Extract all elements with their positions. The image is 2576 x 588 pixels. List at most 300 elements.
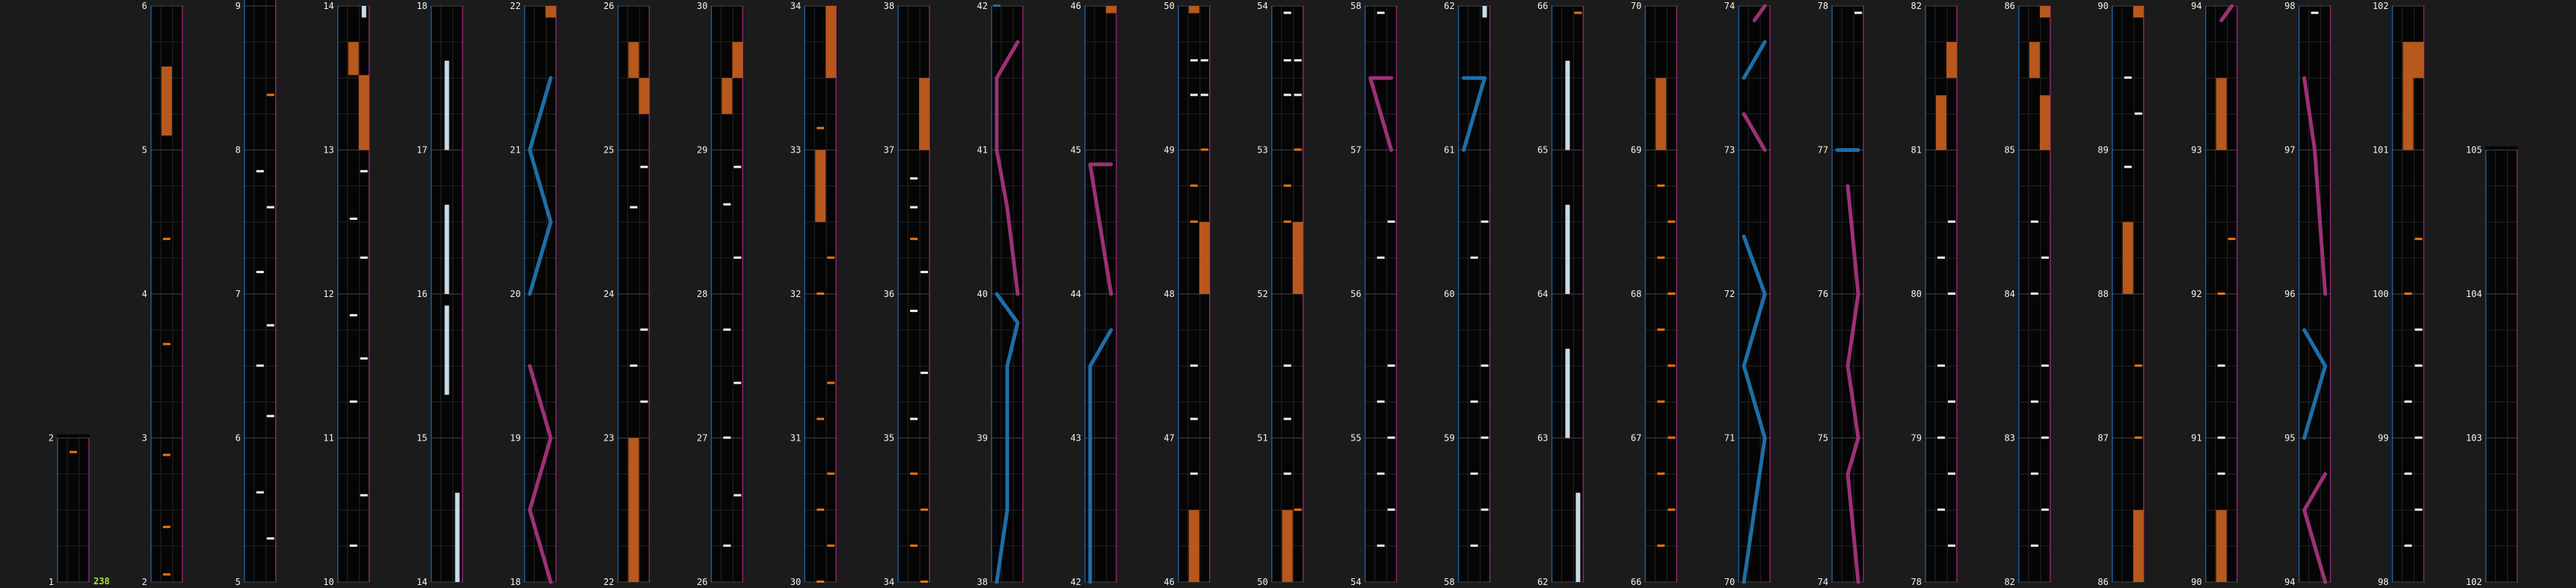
tap-note[interactable] — [1377, 545, 1385, 547]
tap-note[interactable] — [630, 206, 637, 209]
measure-column[interactable] — [230, 0, 276, 587]
tap-note[interactable] — [1471, 545, 1478, 547]
hold-note[interactable] — [1946, 42, 1957, 78]
tap-note[interactable] — [2228, 238, 2236, 240]
tap-note[interactable] — [1190, 59, 1198, 61]
measure-number: 88 — [2097, 289, 2109, 299]
tap-note[interactable] — [2218, 437, 2225, 439]
measure-number: 60 — [1444, 289, 1455, 299]
tap-note[interactable] — [2218, 364, 2225, 367]
tap-note[interactable] — [920, 509, 928, 511]
measure-number: 5 — [235, 577, 241, 587]
measure-number: 95 — [2284, 432, 2296, 444]
hold-note[interactable] — [348, 42, 359, 75]
measure-number: 2 — [48, 432, 54, 444]
tap-note[interactable] — [827, 382, 834, 384]
tap-note[interactable] — [920, 271, 928, 273]
tap-note[interactable] — [817, 417, 824, 420]
tap-note[interactable] — [2311, 12, 2319, 14]
tap-note[interactable] — [70, 451, 77, 453]
tap-note[interactable] — [1284, 185, 1291, 187]
tap-note[interactable] — [1190, 94, 1198, 96]
measure-number: 49 — [1163, 144, 1175, 156]
measure-number: 102 — [2465, 577, 2483, 587]
measure-number: 42 — [1070, 577, 1081, 587]
measure-column[interactable] — [977, 1, 1024, 587]
hold-note[interactable] — [1483, 6, 1487, 17]
measure-column[interactable] — [603, 1, 650, 587]
tap-note[interactable] — [1854, 12, 1862, 14]
measure-column[interactable] — [1911, 1, 1958, 587]
tap-note[interactable] — [1388, 221, 1395, 223]
tap-note[interactable] — [910, 177, 917, 180]
measure-number: 14 — [416, 577, 428, 587]
tap-note[interactable] — [734, 166, 741, 168]
tap-note[interactable] — [1948, 293, 1955, 295]
measure-number: 28 — [696, 289, 708, 299]
tap-note[interactable] — [1937, 509, 1945, 511]
tap-note[interactable] — [2135, 437, 2142, 439]
measure-column[interactable] — [1724, 1, 1771, 587]
tap-note[interactable] — [1201, 59, 1208, 61]
hold-note[interactable] — [2216, 78, 2227, 150]
tap-note[interactable] — [817, 581, 824, 583]
measure-column[interactable] — [1537, 1, 1584, 587]
tap-note[interactable] — [2135, 112, 2142, 114]
tap-note[interactable] — [2031, 400, 2038, 402]
measure-number: 39 — [977, 432, 988, 444]
tap-note[interactable] — [734, 257, 741, 259]
measure-column[interactable] — [510, 1, 556, 587]
measure-number: 46 — [1070, 1, 1081, 11]
measure-number: 30 — [696, 1, 708, 11]
measure-number: 51 — [1257, 432, 1268, 444]
tap-note[interactable] — [350, 545, 357, 547]
measure-number: 6 — [141, 1, 147, 11]
measure-number: 32 — [790, 289, 802, 299]
measure-number: 91 — [2191, 432, 2202, 444]
tap-note[interactable] — [1657, 328, 1664, 331]
measure-number: 75 — [1817, 432, 1829, 444]
measure-number: 96 — [2284, 289, 2296, 299]
measure-number: 5 — [141, 144, 147, 156]
hold-note[interactable] — [1936, 95, 1946, 150]
hold-note[interactable] — [1656, 78, 1666, 150]
tap-note[interactable] — [1667, 364, 1675, 367]
measure-number: 69 — [1630, 144, 1642, 156]
measure-number: 71 — [1724, 432, 1736, 444]
tap-note[interactable] — [1948, 545, 1955, 547]
measure-column[interactable] — [1070, 1, 1116, 587]
measure-number: 62 — [1444, 1, 1455, 11]
hold-note[interactable] — [1189, 510, 1199, 582]
measure-number: 62 — [1537, 577, 1549, 587]
hold-note[interactable] — [722, 78, 732, 114]
measure-column[interactable] — [2284, 1, 2331, 587]
tap-note[interactable] — [920, 581, 928, 583]
tap-note[interactable] — [910, 473, 917, 475]
tap-note[interactable] — [1471, 400, 1478, 402]
hold-note[interactable] — [628, 42, 639, 78]
tap-note[interactable] — [2031, 545, 2038, 547]
measure-number: 50 — [1163, 1, 1175, 11]
measure-column[interactable] — [697, 1, 743, 587]
column-cap — [57, 435, 90, 438]
tap-note[interactable] — [1377, 473, 1385, 475]
tap-note[interactable] — [2041, 509, 2049, 511]
tap-note[interactable] — [1284, 364, 1291, 367]
measure-number: 38 — [883, 1, 895, 11]
measure-number: 102 — [2372, 1, 2389, 11]
hold-note[interactable] — [2040, 6, 2050, 17]
tap-note[interactable] — [2218, 473, 2225, 475]
measure-number: 54 — [1257, 1, 1268, 11]
measure-number: 86 — [2097, 577, 2109, 587]
tap-note[interactable] — [630, 364, 637, 367]
tap-note[interactable] — [267, 94, 274, 96]
measure-number: 25 — [603, 144, 615, 156]
measure-number: 38 — [977, 577, 988, 587]
hold-note[interactable] — [1565, 349, 1570, 438]
hold-note[interactable] — [2133, 6, 2144, 17]
tap-note[interactable] — [910, 238, 917, 240]
hold-note[interactable] — [2040, 95, 2050, 150]
tap-note[interactable] — [734, 494, 741, 497]
hold-note[interactable] — [2133, 510, 2144, 582]
measure-column[interactable] — [1257, 1, 1303, 587]
column-body — [244, 0, 277, 582]
measure-number: 104 — [2465, 289, 2483, 299]
measure-columns — [49, 0, 2518, 587]
tap-note[interactable] — [1948, 400, 1955, 402]
tap-note[interactable] — [1201, 149, 1208, 151]
tap-note[interactable] — [1667, 221, 1675, 223]
measure-number: 37 — [883, 144, 895, 156]
hold-note[interactable] — [2414, 42, 2424, 78]
measure-number: 64 — [1537, 289, 1549, 299]
tap-note[interactable] — [723, 545, 731, 547]
hold-note[interactable] — [2403, 42, 2414, 150]
measure-number: 70 — [1630, 1, 1642, 11]
measure-number: 101 — [2372, 144, 2389, 156]
tap-note[interactable] — [267, 324, 274, 326]
measure-number: 8 — [235, 144, 241, 156]
measure-number: 1 — [48, 577, 54, 587]
tap-note[interactable] — [1377, 257, 1385, 259]
measure-column[interactable] — [49, 433, 90, 588]
hold-note[interactable] — [2216, 510, 2227, 582]
tap-note[interactable] — [1284, 417, 1291, 420]
measure-number: 11 — [323, 432, 334, 444]
tap-note[interactable] — [1657, 185, 1664, 187]
hold-note[interactable] — [546, 6, 556, 17]
measure-number: 76 — [1817, 289, 1829, 299]
measure-number: 18 — [416, 1, 428, 11]
tap-note[interactable] — [640, 166, 648, 168]
tap-note[interactable] — [2415, 328, 2423, 331]
tap-note[interactable] — [1377, 12, 1385, 14]
tap-note[interactable] — [1190, 417, 1198, 420]
tap-note[interactable] — [640, 328, 648, 331]
measure-number: 74 — [1724, 1, 1736, 11]
hold-note[interactable] — [1282, 510, 1293, 582]
measure-number: 58 — [1444, 577, 1455, 587]
tap-note[interactable] — [2031, 293, 2038, 295]
tap-note[interactable] — [723, 328, 731, 331]
tap-note[interactable] — [817, 509, 824, 511]
measure-column[interactable] — [2466, 145, 2518, 588]
tap-note[interactable] — [2041, 437, 2049, 439]
measure-column[interactable] — [2004, 1, 2050, 587]
hold-note[interactable] — [455, 493, 460, 582]
hold-note[interactable] — [1576, 493, 1580, 582]
tap-note[interactable] — [2405, 545, 2412, 547]
measure-number: 92 — [2191, 289, 2202, 299]
tap-note[interactable] — [1667, 509, 1675, 511]
hold-note[interactable] — [1565, 61, 1570, 150]
tap-note[interactable] — [1284, 473, 1291, 475]
measure-number: 10 — [323, 577, 334, 587]
measure-number: 41 — [977, 144, 988, 156]
hold-note[interactable] — [1189, 6, 1199, 13]
tap-note[interactable] — [360, 170, 368, 172]
tap-note[interactable] — [723, 203, 731, 206]
measure-number: 70 — [1724, 577, 1736, 587]
tap-note[interactable] — [1471, 257, 1478, 259]
tap-note[interactable] — [350, 314, 357, 316]
tap-note[interactable] — [1284, 12, 1291, 14]
tap-note[interactable] — [1657, 257, 1664, 259]
tap-note[interactable] — [1190, 473, 1198, 475]
measure-number: 52 — [1257, 289, 1268, 299]
tap-note[interactable] — [1201, 94, 1208, 96]
tap-note[interactable] — [2405, 400, 2412, 402]
measure-column[interactable] — [790, 1, 837, 587]
tap-note[interactable] — [2031, 473, 2038, 475]
tap-note[interactable] — [1481, 221, 1489, 223]
measure-column[interactable] — [884, 1, 930, 587]
hold-note[interactable] — [1106, 6, 1116, 13]
measure-number: 21 — [510, 144, 521, 156]
measure-column[interactable] — [323, 1, 369, 587]
tap-note[interactable] — [256, 170, 264, 172]
hold-note[interactable] — [445, 205, 449, 294]
hold-note[interactable] — [919, 78, 929, 150]
tap-note[interactable] — [734, 382, 741, 384]
measure-number: 20 — [510, 289, 521, 299]
hold-note[interactable] — [359, 75, 369, 150]
tap-note[interactable] — [1284, 94, 1291, 96]
tap-note[interactable] — [2124, 76, 2132, 79]
measure-number: 65 — [1537, 144, 1549, 156]
tap-note[interactable] — [827, 473, 834, 475]
tap-note[interactable] — [2041, 364, 2049, 367]
measure-column[interactable] — [2191, 1, 2237, 587]
tap-note[interactable] — [267, 537, 274, 539]
tap-note[interactable] — [267, 415, 274, 417]
tap-note[interactable] — [1657, 473, 1664, 475]
tap-note[interactable] — [1657, 545, 1664, 547]
tap-note[interactable] — [2218, 293, 2225, 295]
tap-note[interactable] — [163, 454, 170, 456]
tap-note[interactable] — [920, 372, 928, 374]
measure-column[interactable] — [1350, 1, 1397, 587]
tap-note[interactable] — [817, 127, 824, 129]
tap-note[interactable] — [1190, 364, 1198, 367]
measure-number: 84 — [2004, 289, 2015, 299]
tap-note[interactable] — [2415, 238, 2423, 240]
measure-column[interactable] — [142, 1, 183, 587]
measure-column[interactable] — [1163, 1, 1210, 587]
hold-note[interactable] — [826, 6, 836, 78]
measure-number: 6 — [235, 432, 241, 444]
tap-note[interactable] — [163, 526, 170, 528]
measure-number: 98 — [2284, 1, 2296, 11]
tap-note[interactable] — [1574, 12, 1581, 14]
tap-note[interactable] — [1937, 364, 1945, 367]
tap-note[interactable] — [817, 293, 824, 295]
tap-note[interactable] — [1294, 94, 1302, 96]
tap-note[interactable] — [1667, 437, 1675, 439]
tap-note[interactable] — [1471, 473, 1478, 475]
measure-number: 85 — [2004, 144, 2015, 156]
tap-note[interactable] — [640, 400, 648, 402]
tap-note[interactable] — [1481, 437, 1489, 439]
tap-note[interactable] — [1294, 149, 1302, 151]
measure-column[interactable] — [1631, 1, 1677, 587]
hold-note[interactable] — [732, 42, 743, 78]
tap-note[interactable] — [1948, 473, 1955, 475]
tap-note[interactable] — [2124, 166, 2132, 168]
measure-number: 35 — [883, 432, 895, 444]
tap-note[interactable] — [2135, 364, 2142, 367]
tap-note[interactable] — [2405, 473, 2412, 475]
tap-note[interactable] — [1388, 509, 1395, 511]
tap-note[interactable] — [993, 4, 1000, 7]
measure-number: 18 — [510, 577, 521, 587]
tap-note[interactable] — [350, 218, 357, 220]
hold-note[interactable] — [362, 6, 366, 17]
measure-number: 22 — [603, 577, 615, 587]
tap-note[interactable] — [256, 364, 264, 367]
tap-note[interactable] — [2031, 221, 2038, 223]
tap-note[interactable] — [2415, 437, 2423, 439]
tap-note[interactable] — [360, 358, 368, 360]
measure-column[interactable] — [1444, 1, 1490, 587]
measure-column[interactable] — [2373, 1, 2425, 587]
measure-number: 36 — [883, 289, 895, 299]
hold-note[interactable] — [445, 61, 449, 150]
tap-note[interactable] — [267, 206, 274, 209]
measure-number: 40 — [977, 289, 988, 299]
measure-number: 42 — [977, 1, 988, 11]
measure-number: 48 — [1163, 289, 1175, 299]
tap-note[interactable] — [1948, 221, 1955, 223]
measure-number: 33 — [790, 144, 802, 156]
tap-note[interactable] — [827, 257, 834, 259]
measure-number: 13 — [323, 144, 334, 156]
tap-note[interactable] — [1190, 185, 1198, 187]
tap-note[interactable] — [360, 494, 368, 497]
tap-note[interactable] — [1937, 257, 1945, 259]
tap-note[interactable] — [256, 491, 264, 494]
tap-note[interactable] — [2405, 293, 2412, 295]
measure-number: 30 — [790, 577, 802, 587]
tap-note[interactable] — [723, 437, 731, 439]
measure-number: 59 — [1444, 432, 1455, 444]
measure-number: 26 — [603, 1, 615, 11]
measure-number: 17 — [416, 144, 428, 156]
hold-note[interactable] — [1565, 205, 1570, 294]
tap-note[interactable] — [350, 400, 357, 402]
tap-note[interactable] — [1657, 400, 1664, 402]
hold-note[interactable] — [162, 67, 172, 135]
tap-note[interactable] — [1481, 364, 1489, 367]
measure-number: 47 — [1163, 432, 1175, 444]
tap-note[interactable] — [910, 310, 917, 312]
tap-note[interactable] — [1481, 509, 1489, 511]
tap-note[interactable] — [910, 417, 917, 420]
hold-note[interactable] — [815, 150, 826, 222]
tap-note[interactable] — [910, 545, 917, 547]
tap-note[interactable] — [360, 257, 368, 259]
measure-number: 29 — [696, 144, 708, 156]
measure-column[interactable] — [1818, 1, 1864, 587]
hold-note[interactable] — [2123, 222, 2133, 294]
tap-note[interactable] — [163, 343, 170, 345]
measure-column[interactable] — [2097, 1, 2144, 587]
hold-note[interactable] — [639, 78, 649, 114]
hold-note[interactable] — [2029, 42, 2040, 78]
hold-note[interactable] — [628, 438, 639, 583]
tap-note[interactable] — [1190, 221, 1198, 223]
hold-note[interactable] — [1293, 222, 1303, 294]
tap-note[interactable] — [163, 238, 170, 240]
measure-number: 90 — [2097, 1, 2109, 11]
measure-number: 68 — [1630, 289, 1642, 299]
measure-number: 81 — [1911, 144, 1922, 156]
tap-note[interactable] — [1377, 400, 1385, 402]
tap-note[interactable] — [827, 545, 834, 547]
tap-note[interactable] — [2415, 364, 2423, 367]
measure-number: 72 — [1724, 289, 1736, 299]
measure-number: 2 — [141, 577, 147, 587]
tap-note[interactable] — [1667, 293, 1675, 295]
tap-note[interactable] — [1294, 509, 1302, 511]
measure-number: 82 — [1911, 1, 1922, 11]
tap-note[interactable] — [1284, 59, 1291, 61]
tap-note[interactable] — [1284, 221, 1291, 223]
tap-note[interactable] — [1388, 364, 1395, 367]
hold-note[interactable] — [1199, 222, 1210, 294]
tap-note[interactable] — [1294, 59, 1302, 61]
measure-number: 97 — [2284, 144, 2296, 156]
measure-number: 34 — [883, 577, 895, 587]
measure-number: 66 — [1630, 577, 1642, 587]
tap-note[interactable] — [910, 206, 917, 209]
tap-note[interactable] — [2041, 257, 2049, 259]
tap-note[interactable] — [1937, 437, 1945, 439]
measure-number: 83 — [2004, 432, 2015, 444]
tap-note[interactable] — [163, 573, 170, 575]
hold-note[interactable] — [445, 305, 449, 394]
tap-note[interactable] — [1388, 437, 1395, 439]
measure-column[interactable] — [416, 1, 463, 587]
tap-note[interactable] — [2415, 509, 2423, 511]
measure-number: 89 — [2097, 144, 2109, 156]
measure-number: 78 — [1911, 577, 1922, 587]
tap-note[interactable] — [256, 271, 264, 273]
